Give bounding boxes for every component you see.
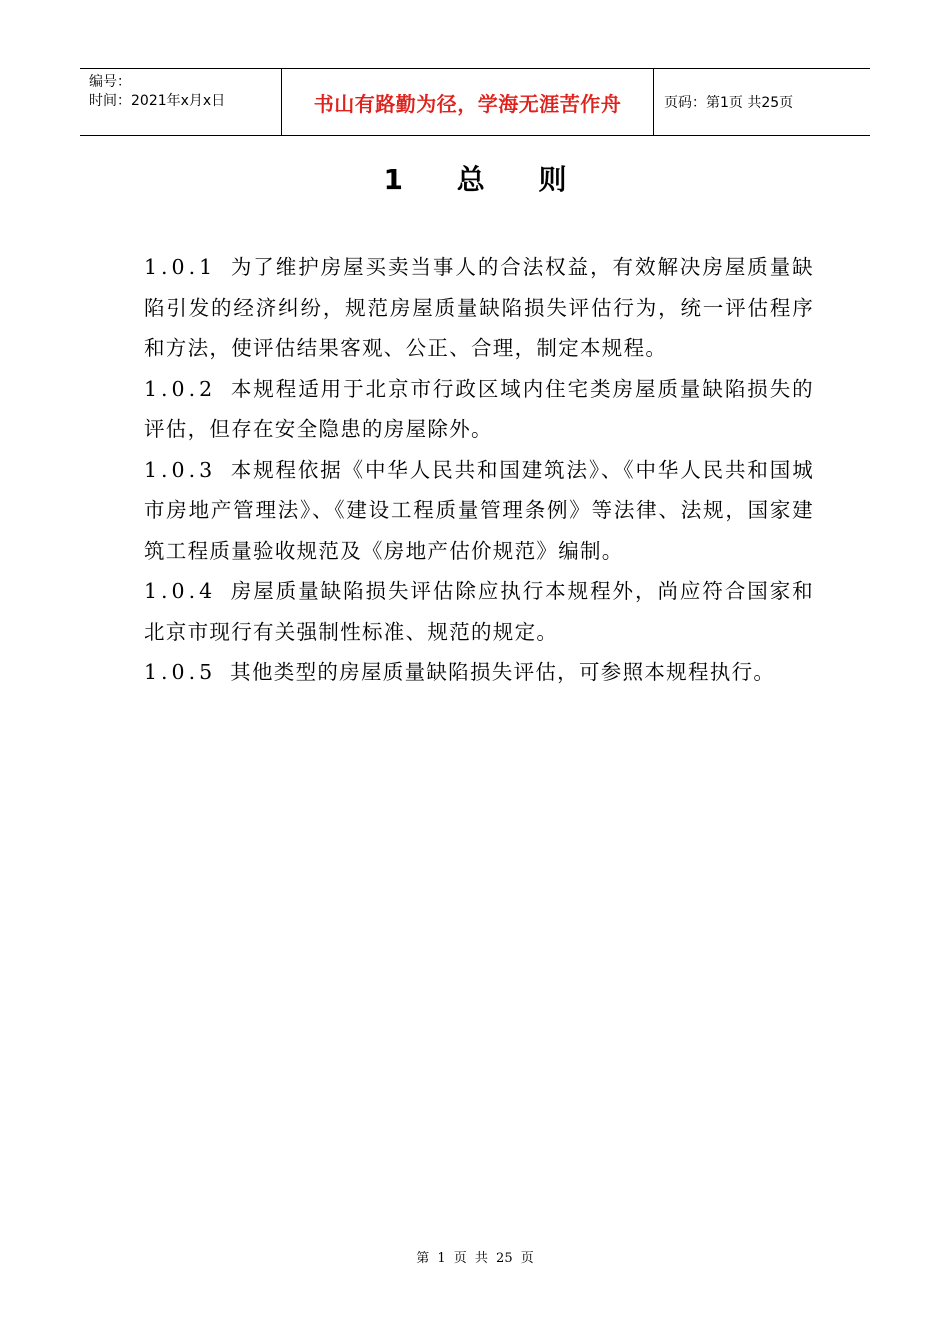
document-date: 时间：2021年x月x日 [89,93,226,109]
clause-number: 1.0.5 [144,660,217,684]
clause [144,369,814,450]
clause [144,247,814,369]
clause-number: 1.0.1 [144,255,217,279]
clause-number: 1.0.2 [144,376,217,401]
clause-text: 其他类型的房屋质量缺陷损失评估，可参照本规程执行。 [230,660,776,684]
header-motto: 书山有路勤为径，学海无涯苦作舟 [313,91,622,116]
clause-text: 本规程适用于北京市行政区域内住宅类房屋质量缺陷损失的评估，但存在安全隐患的房屋除外。 [144,376,814,441]
header-motto-cell [282,69,654,135]
header-page-info: 页码：第1页 共25页 [664,95,794,111]
clause-text: 本规程依据《中华人民共和国建筑法》、《中华人民共和国城市房地产管理法》、《建设工程质量管理条例》等法律、法规，国家建筑工程质量验收规范及《房地产估价规范》编制。 [144,457,814,563]
clause [144,450,814,572]
page-title: 1 总 则 [383,163,589,196]
clause-number: 1.0.3 [144,457,217,482]
document-body [144,247,814,693]
clause-text: 为了维护房屋买卖当事人的合法权益，有效解决房屋质量缺陷引发的经济纠纷，规范房屋质量缺陷损失评估行为，统一评估程序和方法，使评估结果客观、公正、合理，制定本规程。 [144,255,814,360]
page-footer: 第 1 页 共 25 页 [416,1251,534,1266]
clause-number: 1.0.4 [144,579,217,603]
clause-text: 房屋质量缺陷损失评估除应执行本规程外，尚应符合国家和北京市现行有关强制性标准、规范的规定。 [144,579,814,644]
clause [144,652,814,693]
header-table [80,68,870,136]
header-page-cell [654,69,870,135]
clause [144,571,814,652]
header-meta-cell [80,69,282,135]
document-number-label: 编号： [89,74,131,90]
